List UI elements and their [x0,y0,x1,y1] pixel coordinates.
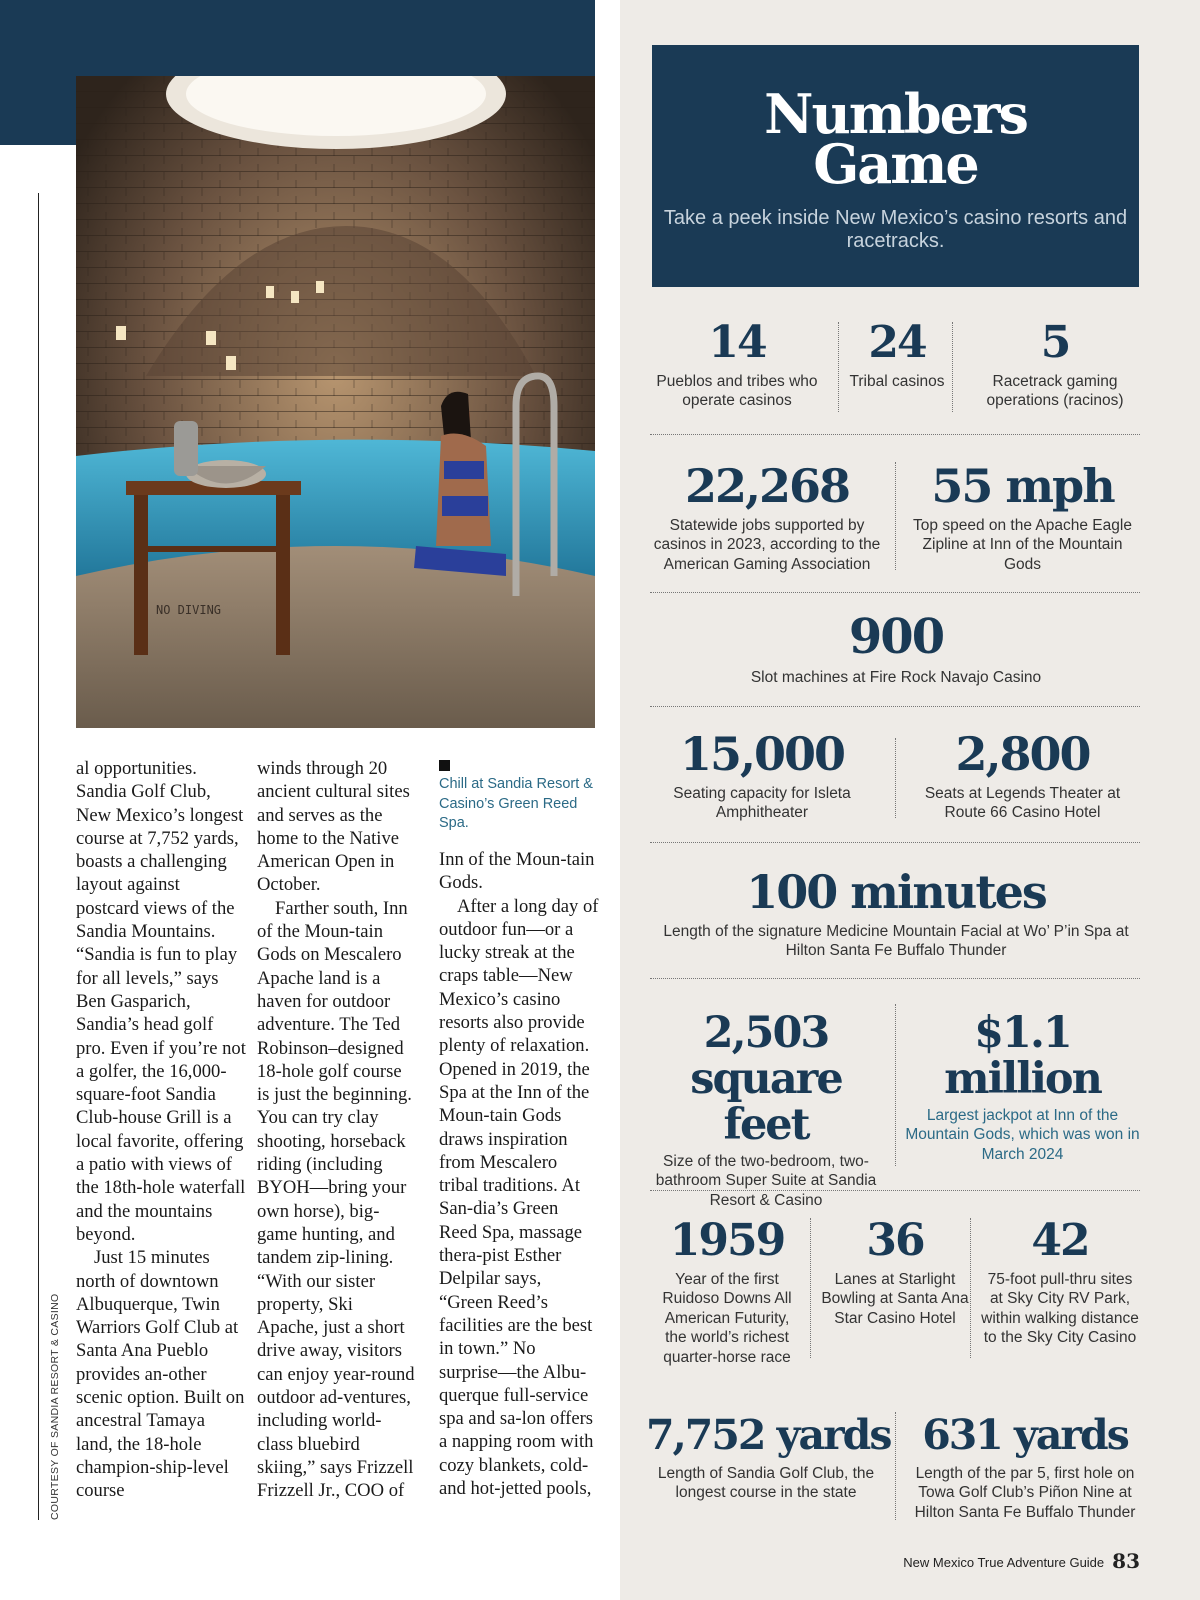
sidebar-title [652,82,1139,196]
divider [650,842,1140,843]
stat-number: 42 [1031,1215,1089,1266]
stat-number: 22,268 [684,459,850,513]
spa-photo-illustration [76,76,595,728]
stat-label: 75-foot pull-thru sites at Sky City RV Park, within walking distance to the Sky City Casino [981,1271,1139,1347]
stat-number: 2,800 [955,727,1090,781]
divider [650,1190,1140,1191]
article-paragraph: winds through 20 ancient cultural sites and serves as the home to the Native American Open in October. [257,758,410,896]
stat-jackpot [905,1010,1140,1164]
stat-label: Slot machines at Fire Rock Navajo Casino [750,669,1042,686]
stat-label: Lanes at Starlight Bowling at Santa Ana Star Casino Hotel [821,1271,969,1327]
stat-number: 2,503 square feet [690,1008,842,1150]
stat-label: Size of the two-bedroom, two-bathroom Super Suite at Sandia Resort & Casino [655,1153,877,1209]
divider [895,462,896,570]
stat-racinos [970,318,1140,411]
stat-number: 7,752 yards [646,1411,891,1459]
stat-number: 14 [708,317,766,368]
divider [650,434,1140,435]
stat-tribal-casinos [842,318,952,391]
photo-credit: COURTESY OF SANDIA RESORT & CASINO [49,1293,61,1520]
stat-number: 631 yards [922,1411,1128,1459]
article-paragraph: After a long day of outdoor fun—or a lucky streak at the craps table—New Mexico’s casino resorts also provide plenty of relaxation. Opened in 2019, the Spa at the Inn of the Moun-tain Gods draws inspiration from Mescalero tribal traditions. At San-dia’s Green Reed Spa, massage thera-pist Esther Delpilar says, “Green Reed’s facilities are the best in town.” No surprise—the Albu-querque full-service spa and sa-lon offers a napping room with cozy blankets, cold- and hot-jetted pools, [439,895,599,1500]
stat-jobs [652,460,882,574]
article-column-3 [439,848,599,1500]
stat-label: Top speed on the Apache Eagle Zipline at Inn of the Mountain Gods [913,517,1132,573]
stat-number: 36 [866,1215,924,1266]
page-footer [903,1548,1140,1572]
caption-bullet-icon [439,760,450,771]
divider [838,322,839,412]
stat-first-hole-length [905,1410,1145,1522]
stat-label: Length of Sandia Golf Club, the longest course in the state [657,1465,875,1502]
stat-label: Pueblos and tribes who operate casinos [656,373,818,410]
stat-label: Length of the par 5, first hole on Towa Golf Club’s Piñon Nine at Hilton Santa Fe Buffalo Thunder [914,1465,1136,1521]
stat-number: 15,000 [679,727,845,781]
divider [970,1218,971,1358]
credit-rule [38,193,39,1520]
divider [895,1412,896,1520]
article-column-1 [76,757,246,1503]
publication-name: New Mexico True Adventure Guide [903,1555,1105,1570]
stat-futurity-year [652,1216,802,1367]
divider [895,1004,896,1166]
article-paragraph: Inn of the Moun-tain Gods. [439,849,595,894]
stat-number: 1959 [669,1215,785,1266]
title-line-2: Game [813,132,978,196]
stat-number: 55 mph [931,459,1114,513]
stat-label: Seating capacity for Isleta Amphitheater [673,785,851,822]
sidebar-subtitle: Take a peek inside New Mexico’s casino resorts and racetracks. [663,207,1128,252]
stat-pueblos [652,318,822,411]
stat-number: 900 [848,609,944,665]
divider [810,1218,811,1358]
photo-caption: Chill at Sandia Resort & Casino’s Green Reed Spa. [439,776,593,831]
divider [895,738,896,818]
stat-label: Racetrack gaming operations (racinos) [986,373,1124,410]
divider [650,706,1140,707]
stat-label: Statewide jobs supported by casinos in 2023, according to the American Gaming Association [653,517,881,573]
stat-slot-machines [652,610,1140,687]
stat-number: 24 [868,317,926,368]
stat-label: Length of the signature Medicine Mountain Facial at Wo’ P’in Spa at Hilton Santa Fe Buffalo Thunder [663,923,1129,960]
page-number: 83 [1112,1549,1140,1573]
stat-label: Tribal casinos [849,373,945,390]
title-line-1: Numbers [764,82,1027,146]
divider [650,592,1140,593]
stat-number: 5 [1040,317,1070,368]
stat-suite-size [652,1010,880,1210]
divider [952,322,953,412]
stat-zipline-speed [905,460,1140,574]
stat-label: Largest jackpot at Inn of the Mountain Gods, which was won in March 2024 [905,1107,1140,1163]
stat-bowling-lanes [820,1216,970,1328]
stat-label: Seats at Legends Theater at Route 66 Casino Hotel [924,785,1121,822]
spa-pool-photo [76,76,595,728]
stat-theater-seats [905,728,1140,823]
stat-facial-length [652,866,1140,961]
divider [650,978,1140,979]
article-column-2 [257,757,417,1503]
stat-amphitheater-seats [652,728,872,823]
stat-number: $1.1 million [944,1008,1101,1104]
stat-label: Year of the first Ruidoso Downs All American Futurity, the world’s richest quarter-horse race [662,1271,792,1366]
no-diving-sign: NO DIVING [156,603,222,617]
stat-number: 100 minutes [746,865,1046,919]
sidebar-title-box [652,45,1139,287]
article-paragraph: Farther south, Inn of the Moun-tain Gods on Mescalero Apache land is a haven for outdoor adventure. The Ted Robinson–designed 18-hole golf course is just the beginning. You can try clay shooting, horseback riding (including BYOH—bring your own horse), big-game hunting, and tandem zip-lining. “With our sister property, Ski Apache, just a short drive away, visitors can enjoy year-round outdoor ad-ventures, including world-class bluebird skiing,” says Frizzell Frizzell Jr., COO of [257,897,415,1502]
stat-rv-sites [980,1216,1140,1348]
stat-golf-course-length [646,1410,891,1503]
article-paragraph: al opportunities. Sandia Golf Club, New Mexico’s longest course at 7,752 yards, boasts a challenging layout against postcard views of the Sandia Mountains. “Sandia is fun to play for all levels,” says Ben Gasparich, Sandia’s head golf pro. Even if you’re not a golfer, the 16,000-square-foot Sandia Club-house Grill is a local favorite, offering a patio with views of the 18th-hole waterfall and the mountains beyond. [76,758,246,1245]
article-paragraph: Just 15 minutes north of downtown Albuquerque, Twin Warriors Golf Club at Santa Ana Pueblo provides an-other scenic option. Built on ancestral Tamaya land, the 18-hole champion-ship-level course [76,1247,245,1502]
